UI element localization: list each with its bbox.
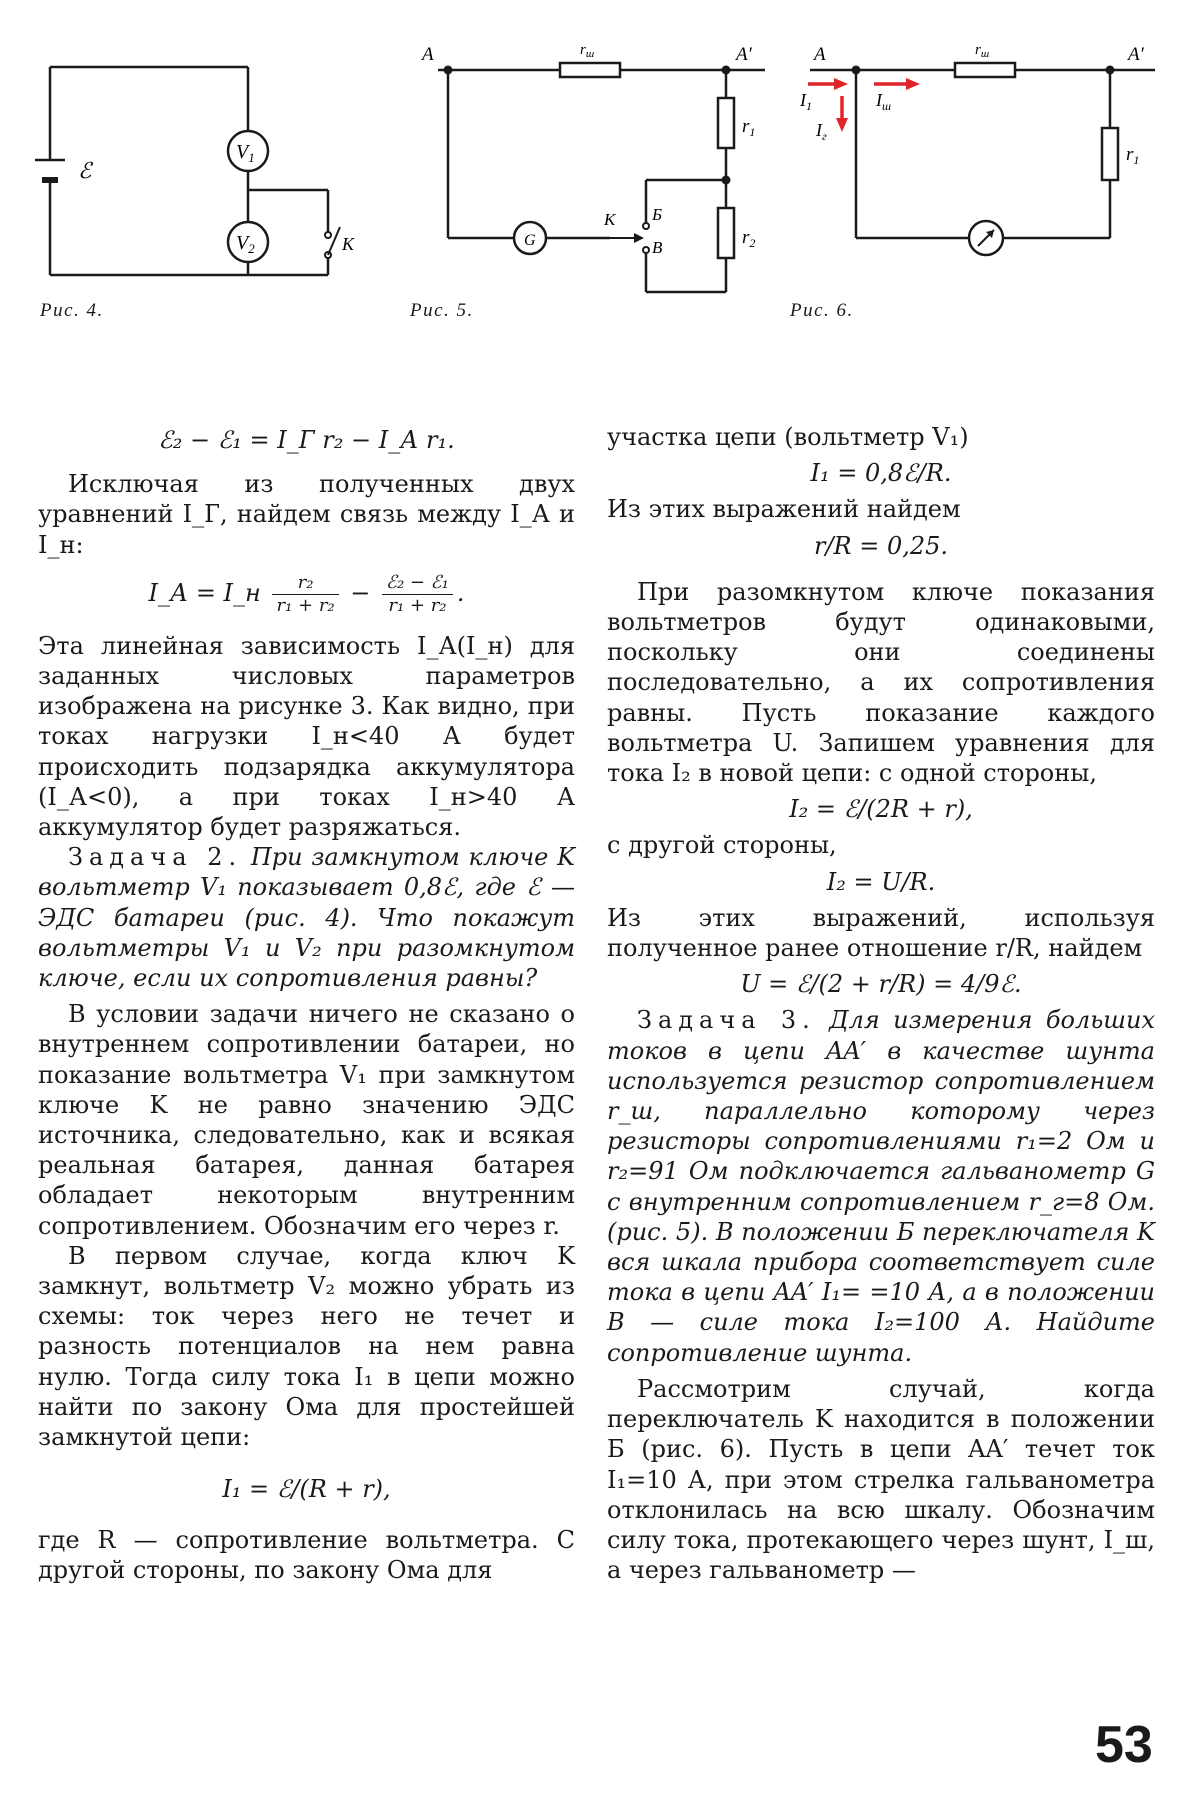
paragraph-internal-resistance: В условии задачи ничего не сказано о внутреннем сопротивлении батареи, но показание вольтметра V₁ при замкнутом ключе K не равно значению ЭДС источника, следовательно, как и всякая реальная батарея, данная батарея обладает некоторым внутренним сопротивлением. Обозначим его через r. bbox=[38, 1000, 575, 1240]
paragraph-excluding: Исключая из полученных двух уравнений I_Г, найдем связь между I_А и I_н: bbox=[38, 470, 575, 559]
paragraph-consider-case: Рассмотрим случай, когда переключатель K находится в положении Б (рис. 6). Пусть в цепи AA′ течет ток I₁=10 А, при этом стрелка гальванометра отклонилась на всю шкалу. Обозначим силу тока, протекающего через шунт, I_ш, а через гальванометр — bbox=[607, 1374, 1155, 1585]
caption-fig4: Рис. 4. bbox=[40, 300, 104, 321]
label-a-prime: A′ bbox=[1128, 44, 1144, 65]
right-column bbox=[607, 422, 1155, 1585]
caption-fig6: Рис. 6. bbox=[790, 300, 854, 321]
label-v1-sub: 1 bbox=[248, 150, 255, 165]
label-v2: V bbox=[236, 232, 249, 254]
svg-text:r2 bbox=[742, 227, 755, 250]
label-a-prime: A′ bbox=[736, 44, 752, 65]
battery-symbol bbox=[35, 160, 65, 180]
equation-i1-08: I₁ = 0,8ℰ/R. bbox=[810, 459, 952, 488]
equation-i1-ohm: I₁ = ℰ/(R + r), bbox=[222, 1475, 391, 1504]
current-arrow-ig bbox=[836, 96, 848, 132]
label-ig: I bbox=[816, 120, 822, 140]
eq-ia-frac2-num: ℰ₂ − ℰ₁ bbox=[382, 572, 453, 595]
resistor-r1 bbox=[718, 98, 734, 148]
paragraph-from-these: Из этих выражений найдем bbox=[607, 495, 961, 524]
equation-i2-u: I₂ = U/R. bbox=[826, 867, 936, 896]
label-r2-sub: 2 bbox=[749, 236, 756, 250]
label-ish-sub: ш bbox=[882, 99, 892, 113]
eq-ia-frac2-den: r₁ + r₂ bbox=[388, 594, 447, 616]
equation-r-over-r: r/R = 0,25. bbox=[813, 531, 949, 560]
label-emf: ℰ bbox=[78, 158, 92, 183]
eq-ia-lhs: I_А = I_н bbox=[148, 578, 261, 607]
task-3 bbox=[607, 1005, 1155, 1367]
node-a-prime bbox=[1106, 66, 1115, 75]
caption-fig5: Рис. 5. bbox=[410, 300, 474, 321]
label-v: B bbox=[652, 238, 663, 257]
figure-6-circuit bbox=[790, 40, 1170, 270]
node-a-prime bbox=[722, 66, 731, 75]
svg-text:rш bbox=[580, 42, 594, 60]
label-r1: r bbox=[1126, 144, 1134, 165]
galvanometer bbox=[969, 221, 1003, 255]
label-ish: I bbox=[876, 90, 882, 110]
label-r-sh-sub: ш bbox=[585, 48, 595, 60]
node-r1-r2 bbox=[722, 176, 731, 185]
svg-text:Iг bbox=[815, 120, 827, 143]
resistor-r-sh bbox=[560, 63, 620, 77]
label-r1: r bbox=[742, 116, 750, 137]
task-2 bbox=[38, 842, 575, 993]
paragraph-open-key: При разомкнутом ключе показания вольтметров будут одинаковыми, поскольку они соединены последовательно, а их сопротивления равны. Пусть показание каждого вольтметра U. Запишем уравнения для тока I₂ в новой цепи: с одной стороны, bbox=[607, 577, 1155, 788]
label-r1-sub: 1 bbox=[1133, 153, 1140, 167]
equation-i2-emf: I₂ = ℰ/(2R + r), bbox=[789, 795, 973, 824]
label-r-sh: r bbox=[580, 42, 586, 58]
label-g: G bbox=[524, 232, 536, 249]
eq-ia-frac1-num: r₂ bbox=[272, 572, 338, 595]
task-2-text: При замкнутом ключе K вольтметр V₁ показывает 0,8ℰ, где ℰ — ЭДС батареи (рис. 4). Что покажут вольтметры V₁ и V₂ при разомкнутом ключе, если их сопротивления равны? bbox=[38, 843, 575, 993]
figure-5-circuit bbox=[420, 40, 780, 300]
label-i1: I bbox=[800, 90, 806, 110]
task-2-label: Задача 2. bbox=[68, 843, 243, 872]
page-number: 53 bbox=[1095, 1716, 1153, 1774]
paragraph-where-r: где R — сопротивление вольтметра. С другой стороны, по закону Ома для bbox=[38, 1525, 575, 1584]
switch-k bbox=[610, 223, 649, 253]
svg-text:r1 bbox=[742, 116, 755, 139]
label-r2: r bbox=[742, 227, 750, 248]
figure-4-circuit bbox=[30, 45, 360, 285]
paragraph-using-ratio: Из этих выражений, используя полученное ранее отношение r/R, найдем bbox=[607, 903, 1155, 963]
label-ig-sub: г bbox=[822, 129, 827, 143]
resistor-r-sh bbox=[955, 63, 1015, 77]
paragraph-first-case: В первом случае, когда ключ K замкнут, вольтметр V₂ можно убрать из схемы: ток через него не течет и разность потенциалов на нем равна нулю. Тогда силу тока I₁ в цепи можно найти по закону Ома для простейшей замкнутой цепи: bbox=[38, 1241, 575, 1452]
paragraph-other-side: с другой стороны, bbox=[607, 831, 837, 860]
left-column bbox=[38, 425, 575, 1585]
resistor-r2 bbox=[718, 208, 734, 258]
svg-text:Iш bbox=[875, 90, 891, 113]
label-k: K bbox=[604, 210, 616, 229]
switch-k bbox=[325, 227, 340, 258]
equation-ia bbox=[38, 572, 575, 617]
label-r1-sub: 1 bbox=[749, 125, 756, 139]
task-3-text: Для измерения больших токов в цепи AA′ в качестве шунта используется резистор сопротивлением r_ш, параллельно которому через резисторы сопротивлениями r₁=2 Ом и r₂=91 Ом подключается гальванометр G с внутренним сопротивлением r_г=8 Ом. (рис. 5). В положении Б переключателя K вся шкала прибора соответствует силе тока в цепи AA′ I₁= =10 А, а в положении B — силе тока I₂=100 А. Найдите сопротивление шунта. bbox=[607, 1006, 1155, 1367]
paragraph-linear-dependence: Эта линейная зависимость I_А(I_н) для заданных числовых параметров изображена на рисунке 3. Как видно, при токах нагрузки I_н<40 А будет происходить подзарядка аккумулятора (I_А<0), а при токах I_н>40 А аккумулятор будет разряжаться. bbox=[38, 631, 575, 842]
eq-ia-frac1-den: r₁ + r₂ bbox=[276, 594, 335, 616]
label-b: Б bbox=[652, 205, 663, 224]
task-3-label: Задача 3. bbox=[637, 1006, 816, 1035]
equation-u-result: U = ℰ/(2 + r/R) = 4/9ℰ. bbox=[740, 970, 1022, 999]
eq-ia-end: . bbox=[456, 578, 465, 607]
label-a: A bbox=[422, 44, 434, 65]
label-r-sh: r bbox=[975, 42, 981, 58]
label-a: A bbox=[814, 44, 826, 65]
label-v2-sub: 2 bbox=[248, 241, 255, 256]
paragraph-section-voltmeter: участка цепи (вольтметр V₁) bbox=[607, 423, 969, 451]
equation-emf-difference: ℰ₂ − ℰ₁ = I_Г r₂ − I_А r₁. bbox=[158, 426, 455, 454]
label-i1-sub: 1 bbox=[806, 99, 812, 113]
current-arrow-ish bbox=[874, 78, 920, 90]
svg-text:I1 bbox=[799, 90, 812, 113]
current-arrow-i1 bbox=[808, 78, 848, 90]
node-a bbox=[852, 66, 861, 75]
svg-text:rш bbox=[975, 42, 989, 60]
resistor-r1 bbox=[1102, 128, 1118, 180]
label-r-sh-sub: ш bbox=[980, 48, 990, 60]
label-key: K bbox=[342, 234, 355, 254]
label-v1: V bbox=[236, 141, 249, 163]
svg-text:r1 bbox=[1126, 144, 1139, 167]
node-a bbox=[444, 66, 453, 75]
eq-ia-minus: − bbox=[350, 578, 371, 607]
